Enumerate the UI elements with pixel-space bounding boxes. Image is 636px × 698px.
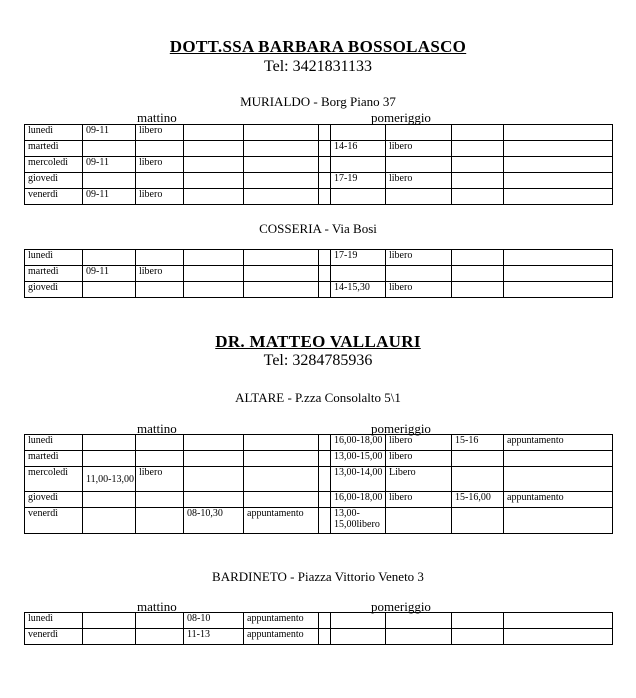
- schedule-cell: [244, 157, 319, 173]
- day-cell: venerdì: [25, 508, 83, 534]
- morning-label: mattino: [137, 110, 177, 125]
- schedule-cell: 11-13: [184, 629, 244, 645]
- schedule-cell: [244, 141, 319, 157]
- schedule-cell: [136, 250, 184, 266]
- day-cell: giovedì: [25, 282, 83, 298]
- schedule-cell: [452, 467, 504, 492]
- schedule-cell: [136, 435, 184, 451]
- day-cell: giovedì: [25, 173, 83, 189]
- schedule-cell: [319, 125, 331, 141]
- schedule-table-murialdo: [24, 124, 613, 205]
- schedule-cell: 13,00-15,00libero: [331, 508, 386, 534]
- day-cell: martedì: [25, 451, 83, 467]
- location-title: BARDINETO - Piazza Vittorio Veneto 3: [212, 569, 424, 584]
- schedule-cell: [184, 492, 244, 508]
- schedule-cell: [319, 157, 331, 173]
- schedule-cell: [386, 613, 452, 629]
- schedule-cell: [452, 189, 504, 205]
- schedule-cell: [504, 173, 613, 189]
- schedule-cell: [452, 508, 504, 534]
- schedule-cell: libero: [136, 157, 184, 173]
- schedule-cell: [244, 451, 319, 467]
- schedule-cell: [452, 157, 504, 173]
- schedule-cell: libero: [136, 125, 184, 141]
- schedule-cell: [319, 189, 331, 205]
- day-cell: lunedì: [25, 613, 83, 629]
- schedule-cell: 16,00-18,00: [331, 435, 386, 451]
- schedule-cell: [184, 451, 244, 467]
- schedule-cell: [184, 125, 244, 141]
- schedule-cell: [319, 629, 331, 645]
- schedule-cell: 09-11: [83, 157, 136, 173]
- schedule-cell: [136, 508, 184, 534]
- schedule-cell: [319, 266, 331, 282]
- schedule-cell: [244, 125, 319, 141]
- schedule-cell: 08-10,30: [184, 508, 244, 534]
- schedule-cell: [331, 157, 386, 173]
- schedule-cell: libero: [386, 451, 452, 467]
- schedule-cell: [136, 282, 184, 298]
- day-cell: martedì: [25, 266, 83, 282]
- day-cell: lunedì: [25, 435, 83, 451]
- day-cell: giovedì: [25, 492, 83, 508]
- doctor-name: DR. MATTEO VALLAURI: [215, 332, 421, 351]
- schedule-cell: [452, 173, 504, 189]
- schedule-cell: [386, 266, 452, 282]
- schedule-cell: libero: [386, 173, 452, 189]
- schedule-cell: [83, 282, 136, 298]
- schedule-cell: [244, 282, 319, 298]
- schedule-cell: [83, 508, 136, 534]
- schedule-cell: [504, 282, 613, 298]
- schedule-cell: [83, 629, 136, 645]
- day-cell: martedì: [25, 141, 83, 157]
- doctor-name: DOTT.SSA BARBARA BOSSOLASCO: [169, 37, 467, 56]
- schedule-cell: 09-11: [83, 189, 136, 205]
- schedule-cell: [504, 125, 613, 141]
- schedule-cell: [244, 435, 319, 451]
- schedule-cell: 17-19: [331, 173, 386, 189]
- schedule-cell: [452, 125, 504, 141]
- day-cell: venerdì: [25, 189, 83, 205]
- schedule-cell: [504, 250, 613, 266]
- schedule-row: [25, 282, 613, 298]
- schedule-cell: 08-10: [184, 613, 244, 629]
- doctor-phone: Tel: 3421831133: [263, 58, 373, 75]
- schedule-cell: [184, 250, 244, 266]
- schedule-cell: [452, 613, 504, 629]
- schedule-cell: [319, 508, 331, 534]
- schedule-cell: [386, 125, 452, 141]
- schedule-cell: [504, 189, 613, 205]
- schedule-cell: [386, 508, 452, 534]
- schedule-cell: [319, 451, 331, 467]
- schedule-cell: [184, 141, 244, 157]
- schedule-row: [25, 173, 613, 189]
- schedule-cell: 14-15,30: [331, 282, 386, 298]
- schedule-row: [25, 467, 613, 492]
- day-cell: lunedì: [25, 125, 83, 141]
- schedule-cell: [319, 141, 331, 157]
- schedule-row: [25, 629, 613, 645]
- schedule-cell: [83, 173, 136, 189]
- schedule-cell: [136, 492, 184, 508]
- day-cell: mercoledì: [25, 157, 83, 173]
- schedule-cell: [136, 173, 184, 189]
- day-cell: venerdì: [25, 629, 83, 645]
- schedule-cell: libero: [136, 189, 184, 205]
- schedule-row: [25, 125, 613, 141]
- schedule-cell: appuntamento: [244, 613, 319, 629]
- schedule-row: [25, 451, 613, 467]
- schedule-cell: [136, 629, 184, 645]
- schedule-cell: [504, 467, 613, 492]
- schedule-row: [25, 266, 613, 282]
- schedule-cell: [386, 157, 452, 173]
- schedule-row: [25, 141, 613, 157]
- schedule-row: [25, 613, 613, 629]
- schedule-cell: [504, 157, 613, 173]
- schedule-cell: libero: [386, 141, 452, 157]
- afternoon-label: pomeriggio: [371, 599, 431, 614]
- schedule-cell: 15-16: [452, 435, 504, 451]
- schedule-cell: appuntamento: [244, 629, 319, 645]
- schedule-cell: [184, 266, 244, 282]
- schedule-cell: [386, 189, 452, 205]
- schedule-cell: 09-11: [83, 125, 136, 141]
- schedule-cell: 13,00-14,00: [331, 467, 386, 492]
- schedule-cell: Libero: [386, 467, 452, 492]
- morning-label: mattino: [137, 421, 177, 436]
- schedule-cell: [319, 492, 331, 508]
- schedule-cell: 11,00-13,00: [83, 467, 136, 492]
- schedule-cell: [504, 141, 613, 157]
- afternoon-label: pomeriggio: [371, 110, 431, 125]
- doctor-phone: Tel: 3284785936: [263, 352, 373, 369]
- schedule-cell: 17-19: [331, 250, 386, 266]
- schedule-row: [25, 157, 613, 173]
- schedule-cell: [319, 173, 331, 189]
- schedule-row: [25, 508, 613, 534]
- schedule-cell: [244, 492, 319, 508]
- schedule-cell: 13,00-15,00: [331, 451, 386, 467]
- schedule-cell: [83, 492, 136, 508]
- schedule-cell: libero: [136, 266, 184, 282]
- schedule-cell: [452, 266, 504, 282]
- schedule-cell: [184, 189, 244, 205]
- location-title: COSSERIA - Via Bosi: [259, 221, 377, 236]
- schedule-cell: [319, 613, 331, 629]
- schedule-cell: [184, 173, 244, 189]
- schedule-cell: 09-11: [83, 266, 136, 282]
- morning-label: mattino: [137, 599, 177, 614]
- schedule-cell: 14-16: [331, 141, 386, 157]
- schedule-cell: libero: [386, 282, 452, 298]
- schedule-cell: [452, 451, 504, 467]
- schedule-cell: [83, 613, 136, 629]
- schedule-cell: [184, 282, 244, 298]
- schedule-cell: [244, 173, 319, 189]
- location-title: MURIALDO - Borg Piano 37: [240, 94, 396, 109]
- schedule-cell: libero: [386, 435, 452, 451]
- schedule-cell: libero: [386, 492, 452, 508]
- afternoon-label: pomeriggio: [371, 421, 431, 436]
- schedule-cell: [504, 508, 613, 534]
- schedule-cell: 15-16,00: [452, 492, 504, 508]
- schedule-cell: [184, 467, 244, 492]
- schedule-row: [25, 435, 613, 451]
- schedule-cell: [319, 467, 331, 492]
- schedule-cell: [244, 467, 319, 492]
- schedule-cell: [331, 266, 386, 282]
- schedule-cell: [452, 629, 504, 645]
- schedule-cell: appuntamento: [504, 492, 613, 508]
- schedule-cell: libero: [136, 467, 184, 492]
- schedule-cell: [319, 250, 331, 266]
- schedule-row: [25, 492, 613, 508]
- schedule-cell: [504, 451, 613, 467]
- schedule-cell: [331, 125, 386, 141]
- schedule-cell: [83, 435, 136, 451]
- schedule-cell: [244, 189, 319, 205]
- schedule-cell: [331, 629, 386, 645]
- schedule-cell: [184, 435, 244, 451]
- schedule-cell: [244, 266, 319, 282]
- schedule-cell: [331, 189, 386, 205]
- schedule-cell: [83, 250, 136, 266]
- schedule-cell: [136, 451, 184, 467]
- schedule-table-cosseria: [24, 249, 613, 298]
- schedule-cell: 16,00-18,00: [331, 492, 386, 508]
- schedule-cell: appuntamento: [244, 508, 319, 534]
- schedule-table-bardineto: [24, 612, 613, 645]
- schedule-cell: appuntamento: [504, 435, 613, 451]
- schedule-cell: [452, 141, 504, 157]
- location-title: ALTARE - P.zza Consolalto 5\1: [235, 390, 401, 405]
- schedule-cell: [452, 250, 504, 266]
- schedule-cell: [83, 141, 136, 157]
- schedule-cell: [319, 282, 331, 298]
- schedule-row: [25, 189, 613, 205]
- schedule-cell: [504, 613, 613, 629]
- schedule-cell: [504, 629, 613, 645]
- schedule-cell: libero: [386, 250, 452, 266]
- schedule-cell: [83, 451, 136, 467]
- day-cell: mercoledì: [25, 467, 83, 492]
- day-cell: lunedì: [25, 250, 83, 266]
- schedule-cell: [244, 250, 319, 266]
- schedule-row: [25, 250, 613, 266]
- schedule-cell: [136, 613, 184, 629]
- schedule-table-altare: [24, 434, 613, 534]
- schedule-cell: [331, 613, 386, 629]
- schedule-cell: [136, 141, 184, 157]
- schedule-cell: [184, 157, 244, 173]
- schedule-cell: [386, 629, 452, 645]
- schedule-cell: [452, 282, 504, 298]
- schedule-cell: [504, 266, 613, 282]
- schedule-cell: [319, 435, 331, 451]
